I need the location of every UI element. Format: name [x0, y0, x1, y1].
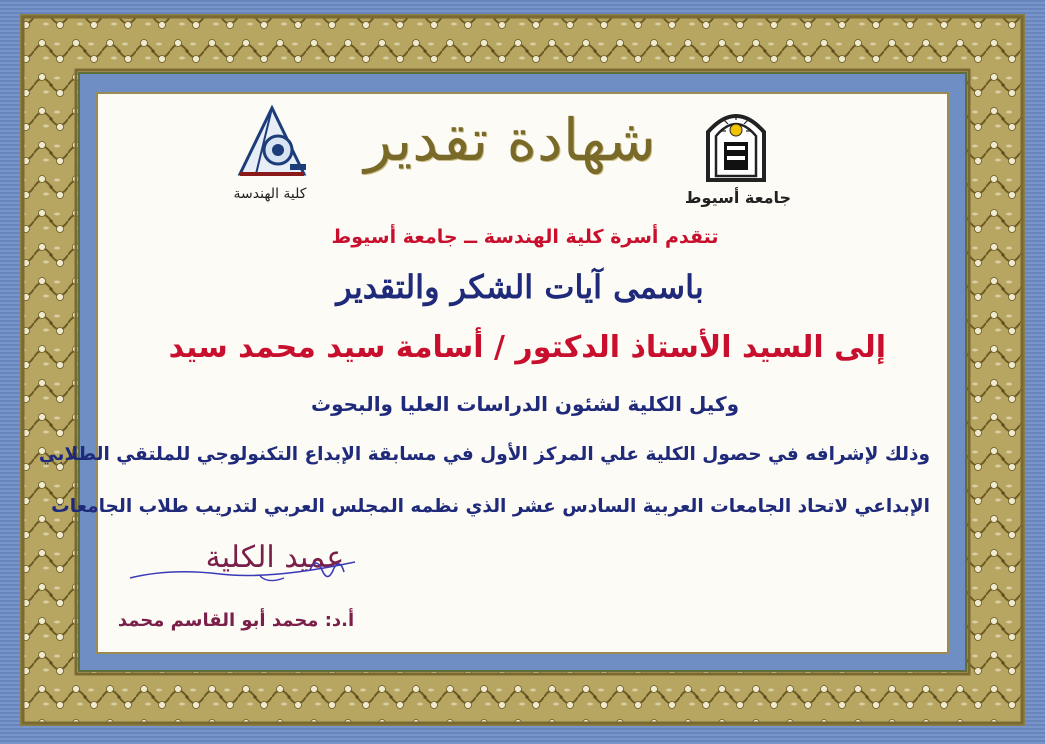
signature-name: أ.د: محمد أبو القاسم محمد — [117, 610, 355, 631]
presenter-line: تتقدم أسرة كلية الهندسة ــ جامعة أسيوط — [331, 226, 719, 248]
engineering-faculty-logo-icon — [232, 104, 312, 178]
signature-title: عميد الكلية — [205, 540, 345, 575]
body-line-2: الإبداعي لاتحاد الجامعات العربية السادس عشر الذي نظمه المجلس العربي لتدريب طلاب الجامعات — [51, 496, 930, 517]
recipient-line: إلى السيد الأستاذ الدكتور / أسامة سيد محمد سيد — [168, 330, 886, 365]
position-line: وكيل الكلية لشئون الدراسات العليا والبحوث — [310, 392, 740, 416]
signature-scribble — [110, 548, 360, 598]
thanks-line: باسمى آيات الشكر والتقدير — [336, 268, 704, 306]
certificate-title: شهادة تقدير — [364, 106, 656, 174]
assiut-university-caption: جامعة أسيوط — [684, 188, 792, 207]
body-line-1: وذلك لإشرافه في حصول الكلية علي المركز الأول في مسابقة الإبداع التكنولوجي للملتقي الطلابي — [38, 444, 930, 465]
assiut-university-logo-icon — [704, 106, 768, 182]
engineering-faculty-caption: كلية الهندسة — [233, 186, 307, 202]
